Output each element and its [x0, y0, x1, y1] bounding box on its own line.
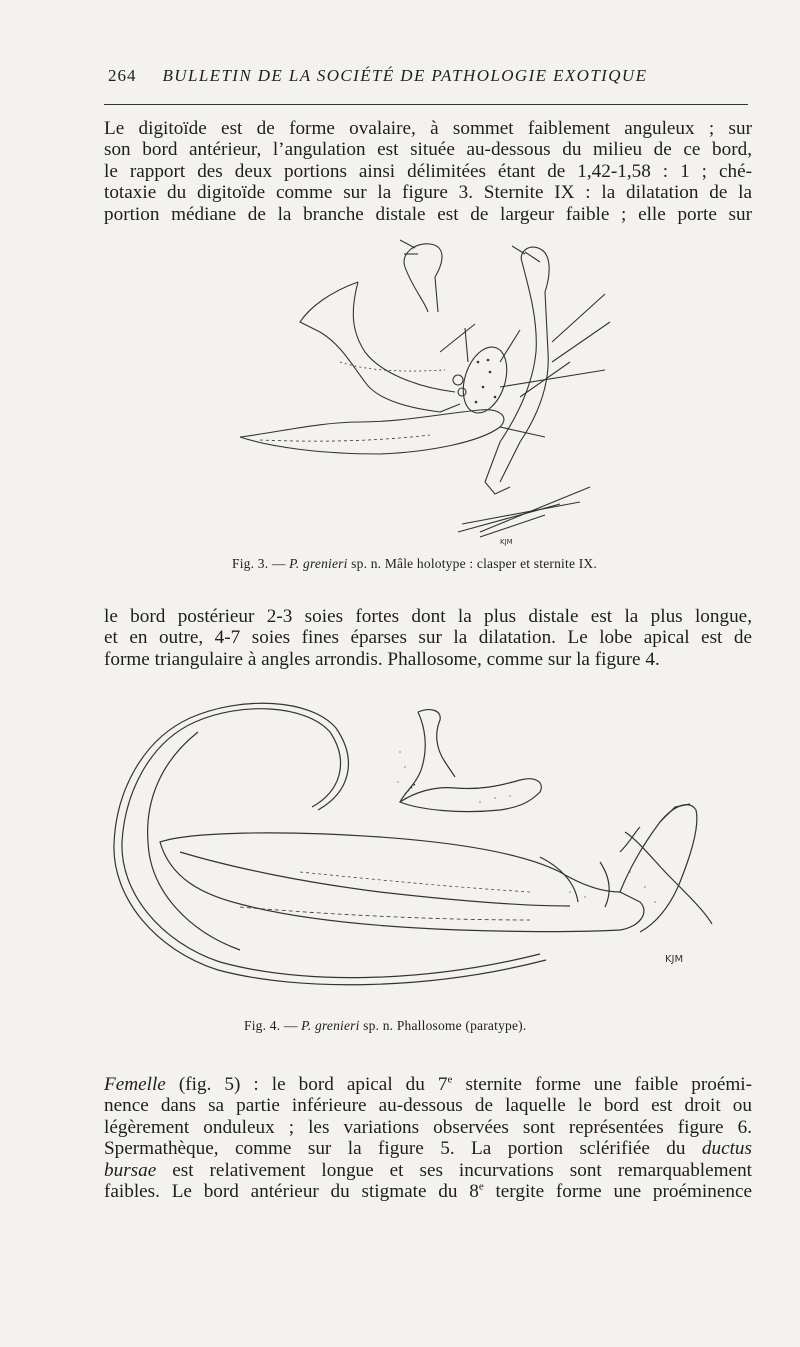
figure-3-caption: Fig. 3. — P. grenieri sp. n. Mâle holotype : clasper et sternite IX. — [232, 556, 597, 571]
text-line: totaxie du digitoïde comme sur la figure 3. Sternite IX : la dilatation de la — [104, 182, 752, 204]
text-line: son bord antérieur, l’angulation est située au-dessous du milieu de ce bord, — [104, 139, 752, 161]
paragraph-femelle — [104, 1074, 752, 1202]
figure-4-caption: Fig. 4. — P. grenieri sp. n. Phallosome (paratype). — [244, 1018, 527, 1033]
running-title: BULLETIN DE LA SOCIÉTÉ DE PATHOLOGIE EXOTIQUE — [162, 66, 648, 85]
header-rule — [104, 104, 748, 105]
paragraph-digitoide — [104, 118, 752, 225]
paragraph-sternite — [104, 606, 752, 670]
figure-4-phallosome-drawing — [100, 692, 740, 1012]
text-line: le bord postérieur 2-3 soies fortes dont la plus distale est la plus longue, — [104, 606, 752, 627]
text-line: bursae est relativement longue et ses incurvations sont remarquablement — [104, 1159, 752, 1181]
species-name: P. grenieri — [301, 1018, 360, 1033]
text-line: légèrement onduleux ; les variations observées sont représentées figure 6. — [104, 1116, 752, 1138]
figure-3-initials: KJM — [500, 538, 513, 546]
species-name: P. grenieri — [289, 556, 348, 571]
text-line: forme triangulaire à angles arrondis. Phallosome, comme sur la figure 4. — [104, 648, 660, 670]
text-line: le rapport des deux portions ainsi délimitées étant de 1,42-1,58 : 1 ; ché- — [104, 160, 752, 182]
page-number: 264 — [108, 66, 137, 85]
text-line: Le digitoïde est de forme ovalaire, à sommet faiblement anguleux ; sur — [104, 118, 752, 139]
text-line: et en outre, 4-7 soies fines éparses sur la dilatation. Le lobe apical est de — [104, 627, 752, 649]
text-line: Spermathèque, comme sur la figure 5. La portion sclérifiée du ductus — [104, 1138, 752, 1160]
text-line: portion médiane de la branche distale est de largeur faible ; elle porte sur — [104, 203, 752, 225]
text-line: Femelle (fig. 5) : le bord apical du 7e sternite forme une faible proémi- — [104, 1073, 752, 1095]
figure-4-initials: KJM — [665, 954, 684, 965]
figure-3-clasper-drawing — [200, 232, 640, 552]
running-header — [108, 66, 748, 86]
text-line: faibles. Le bord antérieur du stigmate du 8e tergite forme une proéminence — [104, 1180, 752, 1203]
text-line: nence dans sa partie inférieure au-dessous de laquelle le bord est droit ou — [104, 1095, 752, 1117]
